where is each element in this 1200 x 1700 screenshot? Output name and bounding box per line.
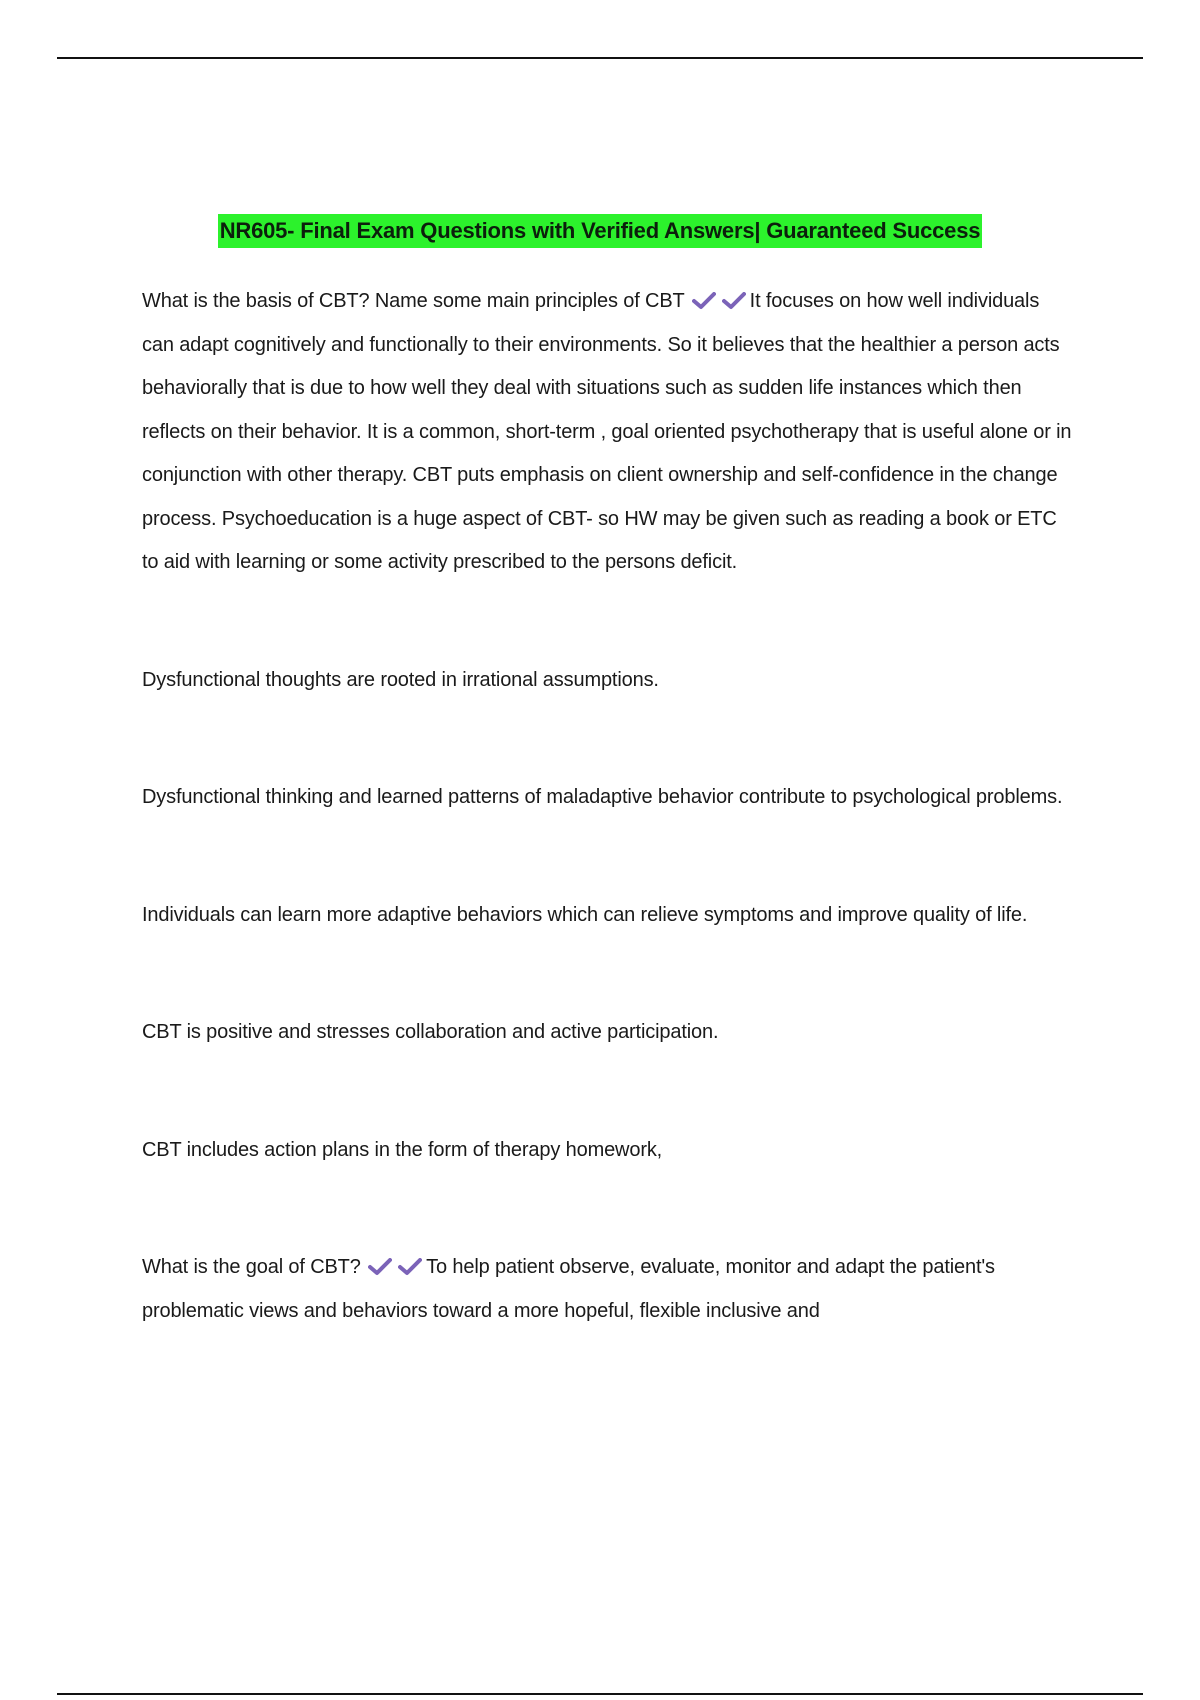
question-text: What is the basis of CBT? Name some main principles of CBT xyxy=(142,290,685,312)
check-icon xyxy=(398,1258,422,1276)
top-rule xyxy=(57,57,1143,59)
bottom-rule xyxy=(57,1693,1143,1695)
principle-item: Dysfunctional thoughts are rooted in irrational assumptions. xyxy=(142,668,659,691)
answer-text: To help patient observe, evaluate, monitor and adapt the patient's problematic views and behaviors toward a more hopeful, flexible inclusive and xyxy=(142,1256,995,1322)
qa-item-goal xyxy=(142,1246,1072,1333)
principle-item: CBT is positive and stresses collaboration and active participation. xyxy=(142,1021,719,1043)
check-icon xyxy=(722,292,746,310)
document-title: NR605- Final Exam Questions with Verified Answers| Guaranteed Success xyxy=(218,214,983,248)
check-icon xyxy=(368,1258,392,1276)
title-container xyxy=(0,214,1200,248)
principle-item: Individuals can learn more adaptive behaviors which can relieve symptoms and improve quality of life. xyxy=(142,903,1028,926)
principle-item: CBT includes action plans in the form of therapy homework, xyxy=(142,1138,663,1161)
document-body xyxy=(142,280,1072,1333)
question-text: What is the goal of CBT? xyxy=(142,1256,361,1278)
qa-item-basis xyxy=(142,280,1072,585)
check-icon xyxy=(692,292,716,310)
answer-text: It focuses on how well individuals can adapt cognitively and functionally to their environments. So it believes that the healthier a person acts behaviorally that is due to how well they deal with situations such as sudden life instances which then reflects on their behavior. It is a common, short-term , goal oriented psychotherapy that is useful alone or in conjunction with other therapy. CBT puts emphasis on client ownership and self-confidence in the change process. Psychoeducation is a huge aspect of CBT- so HW may be given such as reading a book or ETC to aid with learning or some activity prescribed to the persons deficit. xyxy=(142,290,1072,573)
principle-item: Dysfunctional thinking and learned patterns of maladaptive behavior contribute to psychological problems. xyxy=(142,786,1063,808)
